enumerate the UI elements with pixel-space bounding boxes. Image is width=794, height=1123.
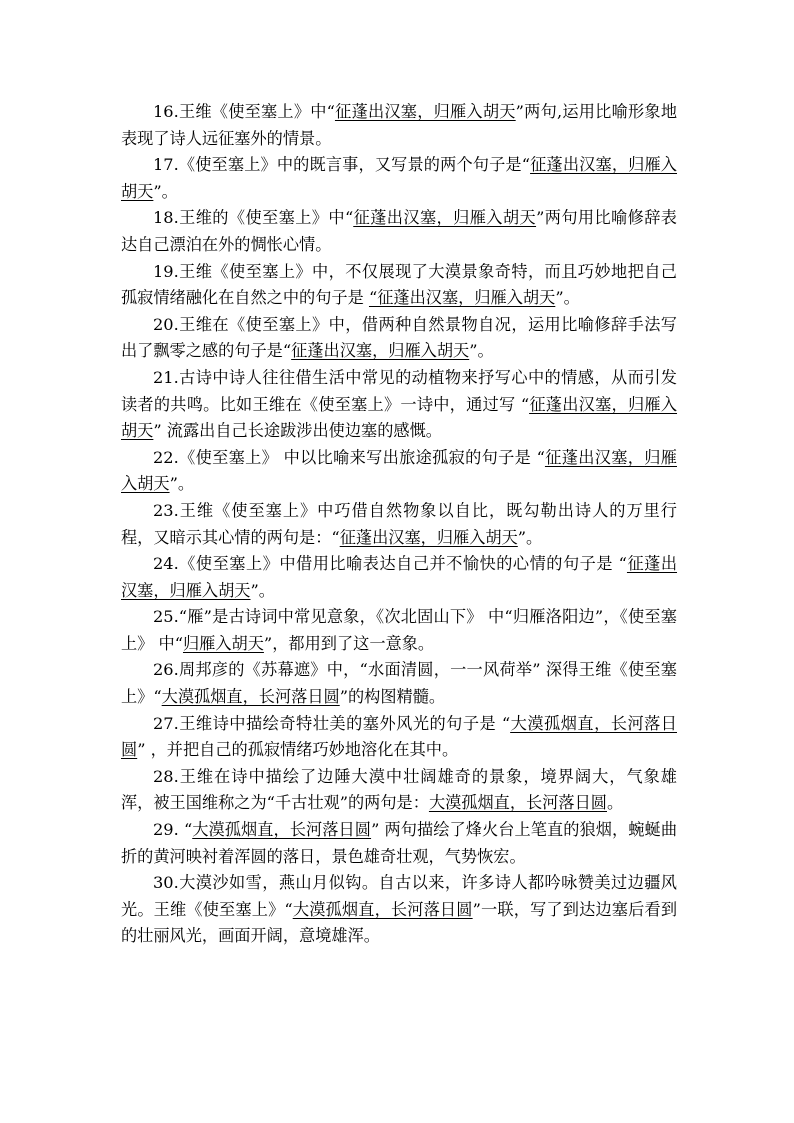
question-text: ”，都用到了这一意象。: [263, 633, 435, 653]
answer-underlined: 征蓬出汉塞，归雁入胡天: [121, 155, 677, 201]
question-item-19: [121, 259, 677, 312]
question-text: 24.《使至塞上》中借用比喻表达自己并不愉快的心情的句子是 “: [153, 554, 627, 574]
answer-underlined: 征蓬出汉塞，归雁入胡天: [121, 447, 677, 494]
question-text: ”的构图精髓。: [339, 687, 446, 707]
answer-underlined: “征蓬出汉塞，归雁入胡天: [368, 288, 556, 308]
question-text: ” ，并把自己的孤寂情绪巧妙地溶化在其中。: [137, 740, 459, 760]
question-item-24: [121, 551, 677, 604]
question-text: 23.王维《使至塞上》中巧借自然物象以自比，既勾勒出诗人的万里行程，又暗示其心情的两句是：“: [121, 500, 677, 547]
question-text: 16.王维《使至塞上》中“: [153, 102, 335, 121]
question-item-18: [121, 205, 677, 258]
question-item-16: [121, 99, 677, 152]
answer-underlined: 大漠孤烟直，长河落日圆: [292, 899, 473, 919]
question-text: 20.王维在《使至塞上》中，借两种自然景物自况，运用比喻修辞手法写出了飘零之感的句子是“: [121, 314, 677, 361]
question-text: ”。: [153, 181, 178, 201]
question-item-21: [121, 365, 677, 445]
question-item-25: [121, 604, 677, 657]
answer-underlined: 征蓬出汉塞，归雁入胡天: [291, 341, 470, 361]
question-text: 25.“雁”是古诗词中常见意象，《次北固山下》 中“归雁洛阳边”，《使至塞上》 中“: [121, 607, 677, 653]
question-text: ”两句用比喻修辞表达自己漂泊在外的惆怅心情。: [121, 208, 677, 254]
answer-underlined: 征蓬出汉塞，归雁入胡天: [334, 102, 516, 121]
answer-underlined: 征蓬出汉塞，归雁入胡天: [339, 527, 518, 547]
question-text: 28.王维在诗中描绘了边陲大漠中壮阔雄奇的景象，境界阔大，气象雄浑，被王国维称之为“千古壮观”的两句是：: [121, 766, 677, 813]
question-text: ”。: [469, 341, 494, 361]
question-text: ”一联，写了到达边塞后看到的壮丽风光，画面开阔，意境雄浑。: [121, 899, 678, 946]
question-text: 29. “: [153, 820, 193, 840]
question-text: 22.《使至塞上》 中以比喻来写出旅途孤寂的句子是 “: [153, 447, 545, 467]
question-item-29: [121, 817, 677, 870]
answer-underlined: 征蓬出汉塞，归雁入胡天: [121, 554, 678, 600]
question-item-28: [121, 764, 677, 817]
question-item-27: [121, 711, 677, 764]
answer-underlined: 大漠孤烟直，长河落日圆: [192, 820, 372, 840]
question-text: ” 两句描绘了烽火台上笔直的狼烟，蜿蜒曲折的黄河映衬着浑圆的落日，景色雄奇壮观，气势恢宏。: [121, 820, 678, 866]
question-text: 27.王维诗中描绘奇特壮美的塞外风光的句子是 “: [153, 713, 511, 733]
question-item-17: [121, 152, 677, 205]
question-text: ”。: [517, 527, 543, 547]
question-text: 26.周邦彦的《苏幕遮》中，“水面清圆，一一风荷举” 深得王维《使至塞上》“: [121, 660, 677, 707]
question-text: 19.王维《使至塞上》中，不仅展现了大漠景象奇特，而且巧妙地把自己孤寂情绪融化在自然之中的句子是: [121, 261, 677, 308]
answer-underlined: 大漠孤烟直，长河落日圆: [121, 713, 677, 760]
answer-underlined: 归雁入胡天: [182, 633, 264, 653]
question-text: ”。: [555, 288, 580, 308]
question-text: 17.《使至塞上》中的既言事，又写景的两个句子是“: [153, 155, 531, 175]
question-text: 。: [607, 793, 624, 813]
question-list: [121, 99, 677, 950]
question-item-23: [121, 498, 677, 551]
question-text: 21.古诗中诗人往往借生活中常见的动植物来抒写心中的情感，从而引发读者的共鸣。比如王维在《使至塞上》一诗中，通过写 “: [121, 367, 677, 414]
question-text: ”。: [169, 474, 195, 494]
answer-underlined: 征蓬出汉塞，归雁入胡天: [121, 394, 678, 441]
question-item-30: [121, 870, 677, 950]
question-text: ” 流露出自己长途跋涉出使边塞的感慨。: [153, 421, 442, 441]
question-text: ”两句,运用比喻形象地表现了诗人远征塞外的情景。: [121, 102, 678, 148]
question-text: 30.大漠沙如雪，燕山月似钩。自古以来，许多诗人都吟咏赞美过边疆风光。王维《使至塞上》“: [121, 873, 677, 919]
question-item-26: [121, 657, 677, 710]
question-item-22: [121, 445, 677, 498]
question-text: ”。: [250, 580, 275, 600]
question-item-20: [121, 312, 677, 365]
answer-underlined: 大漠孤烟直，长河落日圆: [161, 687, 340, 707]
question-text: 18.王维的《使至塞上》中“: [153, 208, 354, 228]
answer-underlined: 大漠孤烟直，长河落日圆: [428, 793, 607, 813]
answer-underlined: 征蓬出汉塞，归雁入胡天: [353, 208, 537, 228]
